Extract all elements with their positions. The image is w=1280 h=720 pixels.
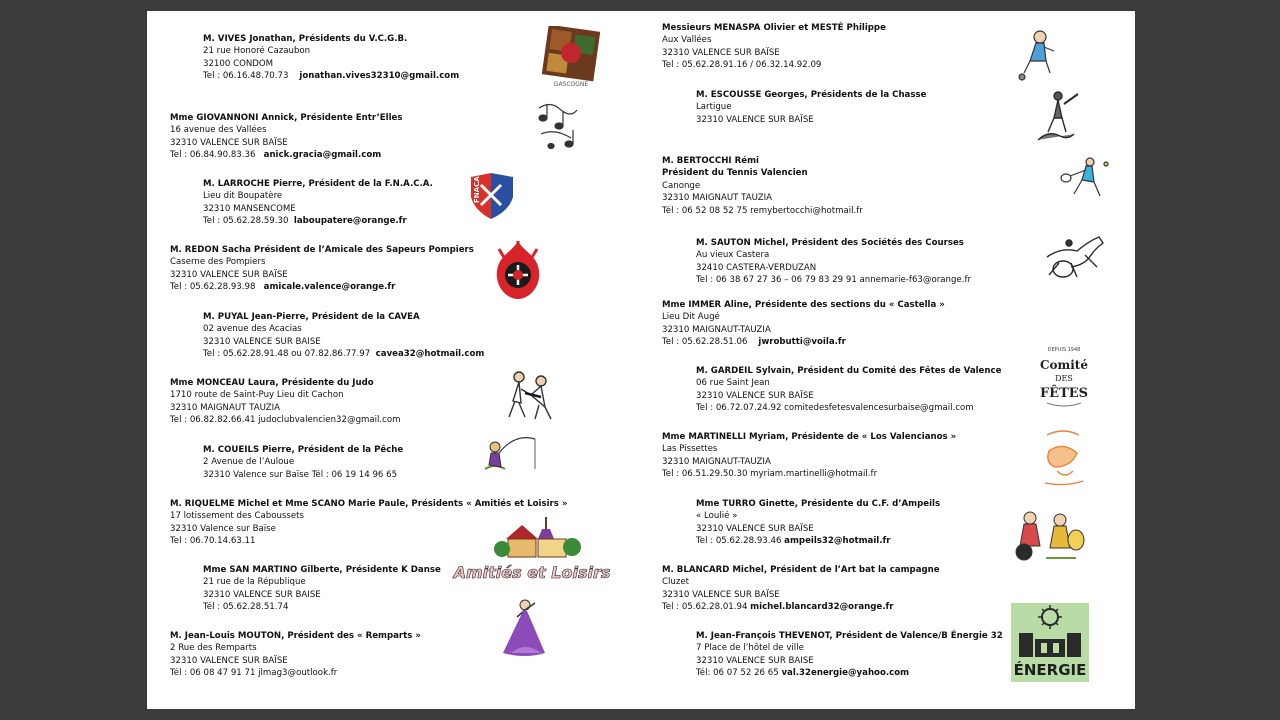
email-link[interactable]: jonathan.vives32310@gmail.com [299,71,460,82]
horse-race-drawing [1037,229,1109,283]
contact-line: Tél : 06 52 08 52 75 remybertocchi@hotmail.fr [662,205,863,216]
address-line: 2 Avenue de l’Auloue [203,457,295,468]
address-line: Cluzet [662,577,690,588]
address-line: Canonge [662,180,701,191]
entry-redon [170,244,474,294]
judo-drawing [501,367,557,423]
contact-line: Tel : 06.70.14.63.11 [170,536,256,547]
address-line: 32310 VALENCE SUR BAÏSE [170,137,288,148]
firefighters-logo [491,239,545,301]
entry-thevenot [696,630,1003,680]
entry-vives [203,33,459,83]
phone: Tel : 06.84.90.83.36 [170,150,256,161]
address-line: 32310 VALENCE SUR BAISE [696,655,814,666]
los-valencianos-logo [1037,425,1091,489]
address-line: Las Pissettes [662,444,718,455]
entry-giovannoni [170,112,402,162]
phone: Tel : 06.16.48.70.73 [203,71,289,82]
address-line: 32310 VALENCE SUR BAÏSE [696,114,814,125]
address-line: 32310 VALENCE SUR BAÏSE [696,390,814,401]
entry-title: M. GARDEIL Sylvain, Président du Comité des Fêtes de Valence [696,366,1002,376]
address-line: Lieu dit Boupatère [203,191,283,202]
entry-larroche [203,178,433,228]
phone: Tel : 05.62.28.91.48 ou 07.82.86.77.97 [203,349,371,360]
entry-title: M. Jean-François THEVENOT, Président de Valence/B Énergie 32 [696,631,1003,641]
phone: Tel : 05.62.28.51.06 [662,337,748,348]
address-line: Lieu Dit Augé [662,312,720,323]
contact-line: Tel : 05.62.28.91.16 / 06.32.14.92.09 [662,60,822,71]
contact-line: 32310 Valence sur Baïse Tél : 06 19 14 96 65 [203,469,398,480]
phone: Tel : 05.62.28.93.46 [696,536,782,547]
address-line: 02 avenue des Acacias [203,324,302,335]
address-line: 32310 VALENCE SUR BAÏSE [170,269,288,280]
address-line: 17 lotissement des Caboussets [170,511,304,522]
vcgb-logo [541,26,601,88]
fishing-drawing [481,433,539,473]
energie-logo-text: ÉNERGIE [1013,661,1087,679]
amities-loisirs-logo [450,509,614,581]
entry-title: M. PUYAL Jean-Pierre, Président de la CAVEA [203,312,420,322]
entry-sanmartino [203,564,441,614]
vcgb-logo-text: GASCOGNE [553,81,589,88]
comite-des-fetes-logo [1033,341,1095,411]
address-line: 32310 VALENCE SUR BAÏSE [170,655,288,666]
address-line: Caserne des Pompiers [170,257,266,268]
email-link[interactable]: cavea32@hotmail.com [375,349,485,360]
address-line: « Loulié » [696,511,738,522]
contact-line: Tél : 06 08 47 91 71 jlmag3@outlook.fr [170,668,338,679]
entry-title: Mme MARTINELLI Myriam, Présidente de « Los Valencianos » [662,432,957,442]
contact-line: Tel : 06.72.07.24.92 comitedesfetesvalencesurbaise@gmail.com [696,403,974,414]
tennis-player-drawing [1056,154,1116,202]
entry-martinelli [662,431,956,481]
phone: Tel : 05.62.28.93.98 [170,282,256,293]
address-line: 21 rue de la République [203,577,306,588]
address-line: 32310 MAIGNAUT-TAUZIA [662,324,771,335]
address-line: 7 Place de l’hôtel de ville [696,643,804,654]
address-line: 21 rue Honoré Cazaubon [203,46,311,57]
amities-loisirs-logo-text: Amitiés et Loisirs [453,563,611,581]
email-link[interactable]: michel.blancard32@orange.fr [750,602,894,613]
address-line: 32310 VALENCE SUR BAISE [203,589,321,600]
entry-title: Mme MONCEAU Laura, Présidente du Judo [170,378,374,388]
email-link[interactable]: jwrobutti@voila.fr [758,337,846,348]
phone: Tel : 05.62.28.01.94 [662,602,748,613]
address-line: Au vieux Castera [696,250,770,261]
fnaca-logo [467,171,517,221]
comite-logo-line2: Comité [1040,358,1088,372]
email-link[interactable]: amicale.valence@orange.fr [263,282,396,293]
comite-logo-line3: DES [1055,374,1073,383]
comite-logo-line4: FÊTES [1039,386,1089,401]
entry-title: M. ESCOUSSE Georges, Présidents de la Chasse [696,90,927,100]
entry-title: Mme IMMER Aline, Présidente des sections du « Castella » [662,300,945,310]
entry-title: M. LARROCHE Pierre, Président de la F.N.A.C.A. [203,179,433,189]
address-line: 32310 MAIGNAUT-TAUZIA [662,456,771,467]
address-line: 32310 MAIGNAUT TAUZIA [170,402,281,413]
contact-line: Tél : 05.62.28.51.74 [203,602,289,613]
entry-title: Messieurs MENASPA Olivier et MESTÉ Philippe [662,23,886,33]
entry-title: Mme GIOVANNONI Annick, Présidente Entr’Elles [170,113,403,123]
energie-32-logo [1011,603,1089,682]
entry-title: M. REDON Sacha Président de l’Amicale des Sapeurs Pompiers [170,245,474,255]
contact-line: Tel : 06 38 67 27 36 – 06 79 83 29 91 annemarie-f63@orange.fr [696,275,972,286]
entry-title: M. BERTOCCHI Rémi [662,156,759,166]
entry-title: Mme TURRO Ginette, Présidente du C.F. d’Ampeils [696,499,941,509]
entry-turro [696,498,940,548]
address-line: 32100 CONDOM [203,58,274,69]
entry-escousse [696,89,926,126]
entry-sauton [696,237,971,287]
comite-logo-line1: DEPUIS 1948 [1047,347,1081,353]
petanque-drawing [1014,27,1060,81]
address-line: 32310 MANSENCOME [203,203,296,214]
entry-title: M. SAUTON Michel, Président des Sociétés des Courses [696,238,964,248]
entry-title: M. BLANCARD Michel, Président de l’Art bat la campagne [662,565,940,575]
contact-line: Tel : 06.51.29.50.30 myriam.martinelli@hotmail.fr [662,469,878,480]
address-line: 32310 VALENCE SUR BAÏSE [662,47,780,58]
address-line: 32310 VALENCE SUR BAÏSE [662,589,780,600]
hunter-dog-drawing [1034,88,1082,146]
dancer-drawing [497,597,553,659]
address-line: 06 rue Saint Jean [696,378,770,389]
email-link[interactable]: anick.gracia@gmail.com [263,150,382,161]
entry-title: M. RIQUELME Michel et Mme SCANO Marie Paule, Présidents « Amitiés et Loisirs » [170,499,568,509]
entry-menaspa [662,22,886,72]
phone: Tél: 06 07 52 26 65 [696,668,779,679]
entry-title: M. Jean-Louis MOUTON, Président des « Remparts » [170,631,421,641]
address-line: 32310 Valence sur Baïse [170,523,276,534]
contact-line: Tel : 06.82.82.66.41 judoclubvalencien32@gmail.com [170,415,401,426]
fnaca-logo-text: FNACA [473,176,481,203]
address-line: 1710 route de Saint-Puy Lieu dit Cachon [170,390,344,401]
address-line: 32310 VALENCE SUR BAÏSE [696,523,814,534]
entry-monceau [170,377,401,427]
entry-blancard [662,564,940,614]
address-line: 32310 VALENCE SUR BAISE [203,336,321,347]
entry-title: M. COUEILS Pierre, Président de la Pêche [203,445,404,455]
entry-coueils [203,444,403,481]
address-line: 16 avenue des Vallées [170,125,267,136]
entry-title: Mme SAN MARTINO Gilberte, Présidente K Danse [203,565,441,575]
entry-subtitle: Président du Tennis Valencien [662,168,808,179]
address-line: Lartigue [696,102,732,113]
address-line: 32410 CASTERA-VERDUZAN [696,262,817,273]
entry-gardeil [696,365,1001,415]
music-notes-drawing [533,96,581,154]
entry-puyal [203,311,484,361]
ampeils-musicians-drawing [1010,506,1088,566]
email-link[interactable]: laboupatere@orange.fr [293,216,407,227]
email-link[interactable]: ampeils32@hotmail.fr [784,536,891,547]
phone: Tel : 05.62.28.59.30 [203,216,289,227]
directory-page [147,11,1135,709]
entry-title: M. VIVES Jonathan, Présidents du V.C.G.B. [203,34,408,44]
entry-mouton [170,630,421,680]
email-link[interactable]: val.32energie@yahoo.com [781,668,910,679]
address-line: 2 Rue des Remparts [170,643,257,654]
entry-bertocchi [662,155,863,217]
address-line: Aux Vallées [662,35,712,46]
entry-immer [662,299,945,349]
address-line: 32310 MAIGNAUT TAUZIA [662,193,773,204]
